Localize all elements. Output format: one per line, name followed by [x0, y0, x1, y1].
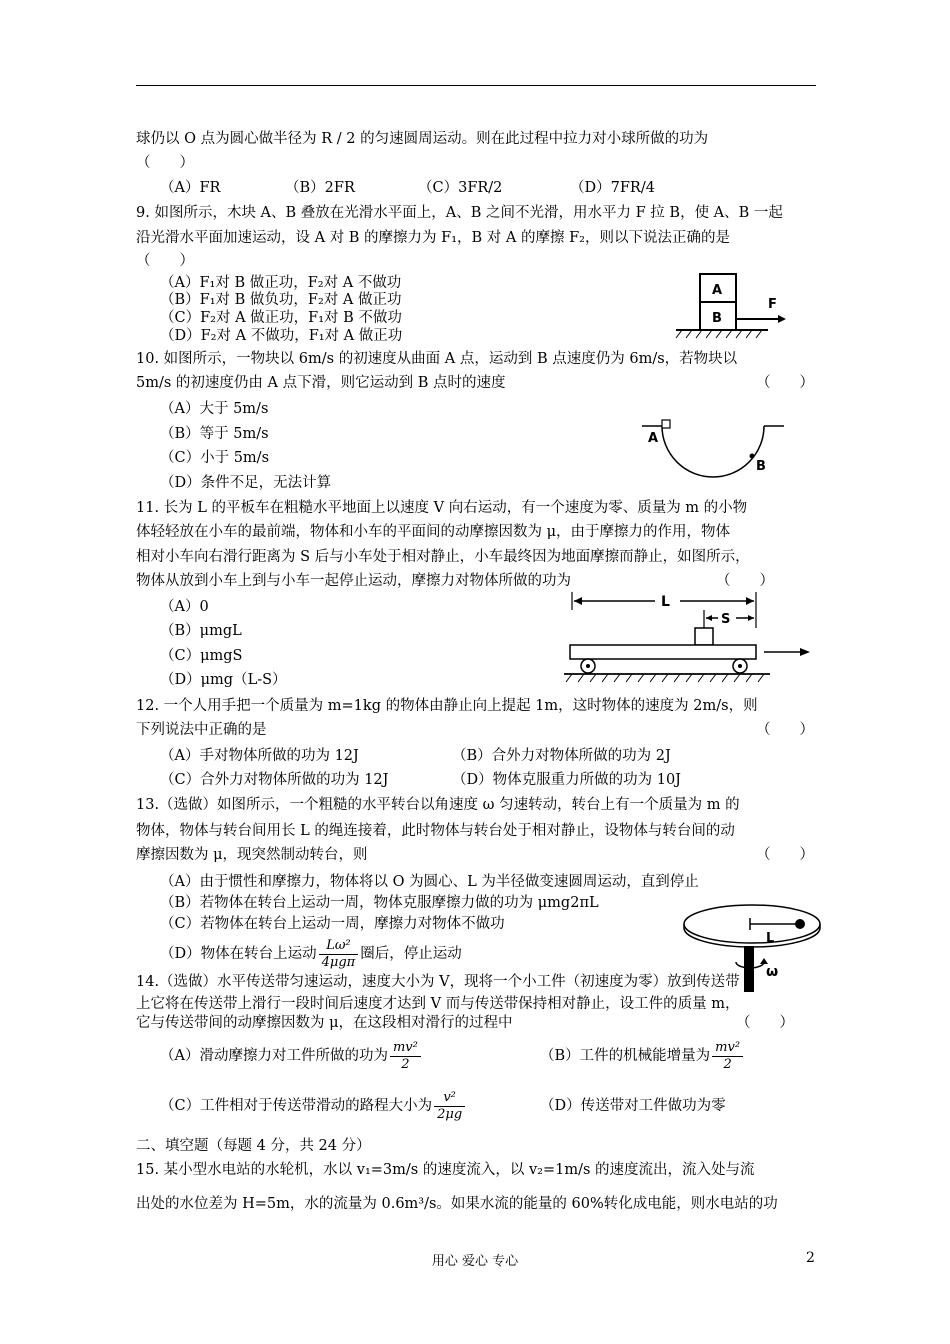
- fig13-label-l: L: [766, 931, 775, 946]
- q14-option-a: [160, 1038, 423, 1074]
- q9-option-a: （A）F₁对 B 做正功，F₂对 A 不做功: [160, 275, 402, 291]
- footer-slogan: 用心 爱心 专心: [431, 1254, 519, 1269]
- q14c-denominator: 2μg: [437, 1106, 463, 1122]
- q14c-fraction: [434, 1090, 465, 1123]
- q14a-fraction: [390, 1040, 421, 1073]
- fig9-label-f: F: [768, 297, 777, 312]
- header-rule: [136, 85, 816, 86]
- q14a-numerator: mv²: [390, 1040, 421, 1057]
- q10-option-c: （C）小于 5m/s: [160, 450, 270, 466]
- q11-option-d: （D）μmg（L-S）: [160, 672, 287, 688]
- q11-option-c: （C）μmgS: [160, 648, 243, 664]
- q13-option-a: （A）由于惯性和摩擦力，物体将以 O 为圆心、L 为半径做变速圆周运动，直到停止: [160, 874, 699, 890]
- q12-text-1: 12. 一个人用手把一个质量为 m=1kg 的物体由静止向上提起 1m，这时物体的速度为 2m/s，则: [136, 698, 758, 714]
- q10-option-a: （A）大于 5m/s: [160, 401, 269, 417]
- q9-paren: （ ）: [136, 253, 194, 269]
- q9-option-d: （D）F₂对 A 不做功，F₁对 A 做正功: [160, 328, 403, 344]
- q12-option-c: （C）合外力对物体所做的功为 12J: [160, 772, 389, 788]
- q14-text-1: 14.（选做）水平传送带匀速运动，速度大小为 V，现将一个小工件（初速度为零）放到传送带: [136, 974, 740, 990]
- q9-option-c: （C）F₂对 A 做正功，F₁对 B 不做功: [160, 310, 402, 326]
- q11-option-a: （A）0: [160, 599, 209, 615]
- q11-text-1: 11. 长为 L 的平板车在粗糙水平地面上以速度 V 向右运动，有一个速度为零、质量为 m 的小物: [136, 500, 748, 516]
- q8-option-d: （D）7FR/4: [570, 180, 655, 196]
- q13-paren: （ ）: [756, 847, 814, 863]
- fig9-label-b: B: [712, 311, 722, 326]
- fig11-label-s: S: [721, 612, 731, 627]
- q14-text-3: 它与传送带间的动摩擦因数为 μ，在这段相对滑行的过程中: [136, 1015, 513, 1031]
- q13-option-d: [160, 936, 462, 972]
- q11-text-3: 相对小车向右滑行距离为 S 后与小车处于相对静止，小车最终因为地面摩擦而静止，如图所示，: [136, 549, 750, 565]
- figure-10-curve: [638, 418, 788, 493]
- fig10-label-b: B: [756, 459, 766, 474]
- fig10-label-a: A: [648, 431, 659, 446]
- q10-text-2: 5m/s 的初速度仍由 A 点下滑，则它运动到 B 点时的速度: [136, 375, 506, 391]
- q8-paren: （ ）: [136, 155, 194, 171]
- q12-paren: （ ）: [756, 722, 814, 738]
- q14b-fraction: [712, 1040, 743, 1073]
- fig11-label-l: L: [661, 594, 670, 610]
- q10-paren: （ ）: [756, 375, 814, 391]
- q10-option-d: （D）条件不足，无法计算: [160, 475, 332, 491]
- q13-option-b: （B）若物体在转台上运动一周，物体克服摩擦力做的功为 μmg2πL: [160, 895, 599, 911]
- q13-text-3: 摩擦因数为 μ，现突然制动转台，则: [136, 847, 368, 863]
- q14a-denominator: 2: [401, 1056, 410, 1072]
- q14b-prefix: （B）工件的机械能增量为: [540, 1048, 711, 1064]
- fig9-label-a: A: [712, 283, 723, 298]
- q14-option-c: [160, 1088, 467, 1124]
- q14-text-2: 上它将在传送带上滑行一段时间后速度才达到 V 而与传送带保持相对静止，设工件的质量 m，: [136, 996, 740, 1012]
- q14a-prefix: （A）滑动摩擦力对工件所做的功为: [160, 1048, 388, 1064]
- q11-option-b: （B）μmgL: [160, 623, 242, 639]
- q13d-prefix: （D）物体在转台上运动: [160, 946, 317, 962]
- page-number: 2: [806, 1250, 815, 1266]
- q13-option-c: （C）若物体在转台上运动一周，摩擦力对物体不做功: [160, 916, 505, 932]
- q13d-denominator: 4μgπ: [321, 954, 356, 970]
- q12-option-a: （A）手对物体所做的功为 12J: [160, 748, 359, 764]
- q12-option-b: （B）合外力对物体所做的功为 2J: [452, 748, 671, 764]
- q8-option-b: （B）2FR: [285, 180, 355, 196]
- q13d-suffix: 圈后，停止运动: [360, 946, 462, 962]
- q13-text-1: 13.（选做）如图所示，一个粗糙的水平转台以角速度 ω 匀速转动，转台上有一个质量为 m 的: [136, 797, 740, 813]
- q14-option-d: （D）传送带对工件做功为零: [540, 1098, 726, 1114]
- q10-text-1: 10. 如图所示，一物块以 6m/s 的初速度从曲面 A 点，运动到 B 点速度仍为 6m/s，若物块以: [136, 351, 738, 367]
- q8-option-c: （C）3FR/2: [418, 180, 503, 196]
- q9-text-2: 沿光滑水平面加速运动，设 A 对 B 的摩擦力为 F₁，B 对 A 的摩擦 F₂，则以下说法正确的是: [136, 230, 730, 246]
- figure-11-cart: [560, 588, 815, 688]
- q11-text-4: 物体从放到小车上到与小车一起停止运动，摩擦力对物体所做的功为: [136, 573, 571, 589]
- q10-option-b: （B）等于 5m/s: [160, 426, 269, 442]
- q11-paren: （ ）: [716, 573, 774, 589]
- q15-text-1: 15. 某小型水电站的水轮机，水以 v₁=3m/s 的速度流入，以 v₂=1m/s 的速度流出，流入处与流: [136, 1162, 755, 1178]
- q12-option-d: （D）物体克服重力所做的功为 10J: [452, 772, 681, 788]
- fig13-label-omega: ω: [766, 964, 779, 980]
- q13d-numerator: Lω²: [319, 938, 359, 955]
- q8-option-a: （A）FR: [160, 180, 221, 196]
- q13-text-2: 物体，物体与转台间用长 L 的绳连接着，此时物体与转台处于相对静止，设物体与转台间的动: [136, 823, 735, 839]
- q14c-prefix: （C）工件相对于传送带滑动的路程大小为: [160, 1098, 433, 1114]
- q13d-fraction: [319, 938, 359, 971]
- figure-9-blocks: [672, 270, 792, 340]
- section-2-heading: 二、填空题（每题 4 分，共 24 分）: [136, 1138, 371, 1154]
- q14-option-b: [540, 1038, 745, 1074]
- q9-option-b: （B）F₁对 B 做负功，F₂对 A 做正功: [160, 292, 402, 308]
- q14b-denominator: 2: [723, 1056, 732, 1072]
- q14c-numerator: v²: [434, 1090, 465, 1107]
- q14b-numerator: mv²: [712, 1040, 743, 1057]
- q12-text-2: 下列说法中正确的是: [136, 722, 267, 738]
- q11-text-2: 体轻轻放在小车的最前端，物体和小车的平面间的动摩擦因数为 μ，由于摩擦力的作用，物体: [136, 524, 731, 540]
- q15-text-2: 出处的水位差为 H=5m，水的流量为 0.6m³/s。如果水流的能量的 60%转化成电能，则水电站的功: [136, 1196, 778, 1212]
- q14-paren: （ ）: [736, 1015, 794, 1031]
- q8-text-line: 球仍以 O 点为圆心做半径为 R / 2 的匀速圆周运动。则在此过程中拉力对小球所做的功为: [136, 131, 709, 147]
- q9-text-1: 9. 如图所示，木块 A、B 叠放在光滑水平面上，A、B 之间不光滑，用水平力 F 拉 B，使 A、B 一起: [136, 205, 783, 221]
